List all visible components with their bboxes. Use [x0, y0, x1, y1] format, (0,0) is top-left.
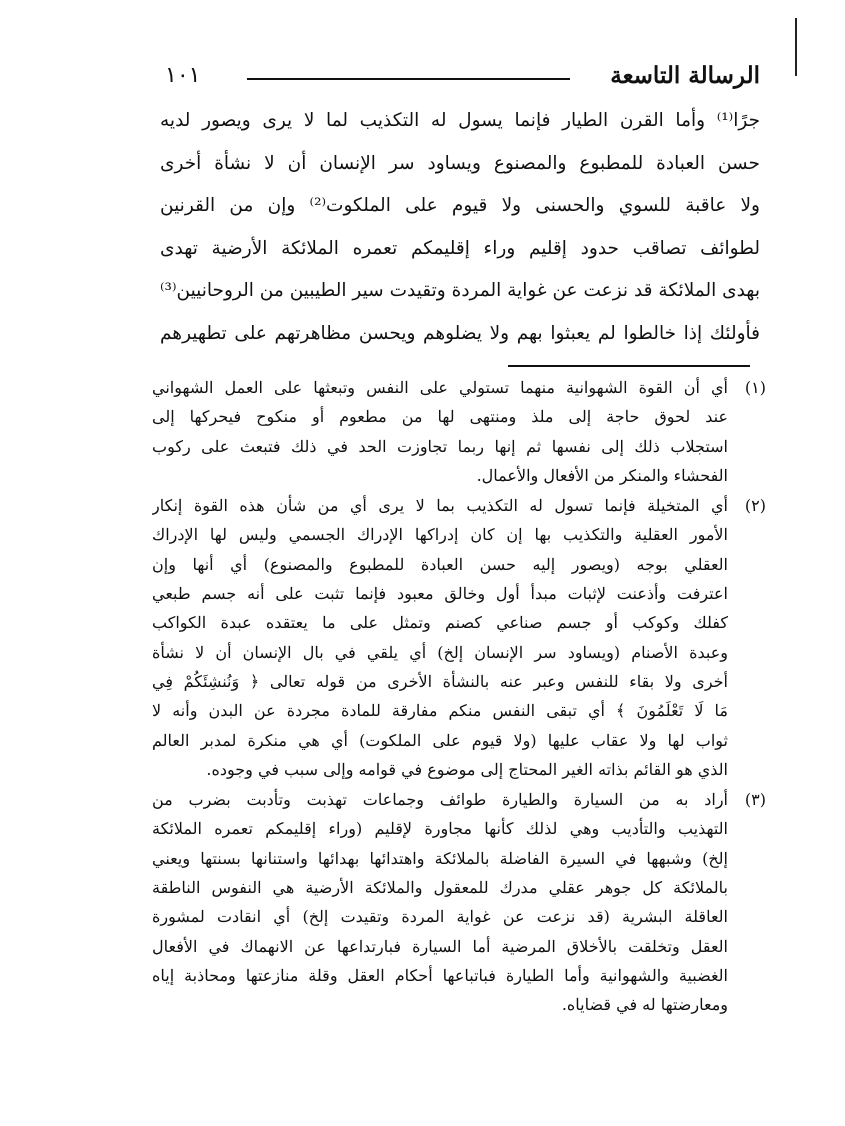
page-edge-line — [795, 18, 797, 76]
footnote-line: الذي هو القائم بذاته الغير المحتاج إلى موضوع في قوامه وإلى سبب في وجوده. — [206, 759, 728, 779]
footnote-line: الغضبية والشهوانية وأما الطيارة فباتباعها أحكام العقل وقلة منازعتها ومحاذبة إياه — [152, 965, 728, 985]
footnote-line: أراد به من السيارة والطيارة طوائف وجماعات تهذبت وتأدبت بضرب من — [152, 790, 728, 810]
footnote-line: العقلي بوجه (ويصور إليه حسن العبادة للمطبوع والمصنوع) أي أنها وإن — [152, 554, 728, 574]
footnote-line: ومعارضتها له في قضاياه. — [561, 995, 728, 1015]
footnote-line: العقل وتخلقت بالأخلاق المرضية أما السيارة فبارتداعها عن الانهماك في الأفعال — [152, 936, 728, 956]
footnote-line: الأمور العقلية والتكذيب بها إن كان إدراكها الإدراك الجسمي وليس لها الإدراك — [152, 525, 728, 545]
footnote-3 — [152, 785, 766, 1019]
footnote-line: عند لحوق حاجة إلى ملذ ومنتهى لها من مطعوم أو منكوح فيحركها إلى — [152, 407, 728, 427]
footnote-line: ثواب لها ولا عقاب عليها (ولا قيوم على الملكوت) أي هي منكرة لمدبر العالم — [152, 730, 728, 750]
footnote-line: كفلك وكوكب أو جسم صناعي كصنم وتمثل على ما يعتقده عبدة الكواكب — [152, 613, 728, 633]
chapter-title: الرسالة التاسعة — [610, 62, 760, 89]
body-line: حسن العبادة للمطبوع والمصنوع ويساود سر الإنسان أن لا نشأة أخرى — [160, 152, 760, 174]
running-header — [165, 56, 760, 96]
footnote-line: أي المتخيلة فإنما تسول له التكذيب بما لا يرى أي من شأن هذه القوة إنكار — [152, 496, 728, 516]
footnote-number: (١) — [744, 378, 766, 397]
body-line: بهدى الملائكة قد نزعت عن غواية المردة وتقيدت سير الطيبين من الروحانيين⁽³⁾ — [160, 280, 760, 301]
footnote-separator — [508, 365, 750, 367]
body-line: ولا عاقبة للسوي والحسنى ولا قيوم على الملكوت⁽²⁾ وإن من القرنين — [160, 195, 760, 216]
main-body-text — [160, 100, 760, 355]
header-rule — [247, 78, 570, 80]
footnote-line: بالملائكة كل جوهر عقلي مدرك للمعقول والملائكة الأرضية هي النفوس الناطقة — [152, 878, 728, 898]
footnote-line: مَا لَا تَعْلَمُونَ ﴾ أي تبقى النفس منكم مفارقة للمادة مجردة عن البدن وأنه لا — [152, 701, 728, 721]
footnote-line: وعبدة الأصنام (ويساود سر الإنسان إلخ) أي يلقي في بال الإنسان أن لا نشأة — [152, 642, 728, 662]
footnote-line: أي أن القوة الشهوانية منهما تستولي على النفس وتبعثها على العمل الشهواني — [152, 378, 728, 397]
page-number: ١٠١ — [165, 63, 201, 88]
footnote-line: الفحشاء والمنكر من الأفعال والأعمال. — [476, 465, 728, 485]
footnote-line: العاقلة البشرية (قد نزعت عن غواية المردة وتقيدت إلخ) أي انقادت لمشورة — [152, 907, 728, 927]
footnote-line: اعترفت وأذعنت لإثبات مبدأ أول وخالق معبود فإنما تثبت على أنه جسم طبعي — [152, 584, 728, 604]
footnote-line: التهذيب والتأديب وهي لذلك كأنها مجاورة لإقليم (وراء إقليمكم تعمره الملائكة — [152, 819, 728, 839]
body-line: فأولئك إذا خالطوا لم يعبثوا بهم ولا يضلوهم ويحسن مظاهرتهم على تطهيرهم — [160, 322, 760, 344]
footnote-line: استجلاب ذلك إلى نفسها ثم إنها ربما تجاوزت الحد في ذلك فتبعث على ركوب — [152, 436, 728, 456]
body-line: لطوائف تصاقب حدود إقليم وراء إقليمكم تعمره الملائكة الأرضية تهدى — [160, 237, 760, 259]
footnote-number: (٢) — [744, 496, 766, 516]
footnote-1 — [152, 373, 766, 490]
body-line: جرًا⁽¹⁾ وأما القرن الطيار فإنما يسول له التكذيب لما لا يرى ويصور لديه — [160, 110, 760, 131]
footnote-line: إلخ) وشبهها في السيرة الفاضلة بالملائكة واهتدائها بهدائها واستنانها بسنتها ويعني — [152, 848, 728, 868]
footnotes-section — [152, 373, 766, 1021]
footnote-number: (٣) — [744, 790, 766, 810]
footnote-2 — [152, 491, 766, 784]
footnote-line: أخرى ولا بقاء للنفس وعبر عنه بالنشأة الأخرى من قوله تعالى ﴿ وَنُنشِئَكُمْ فِي — [152, 671, 728, 691]
